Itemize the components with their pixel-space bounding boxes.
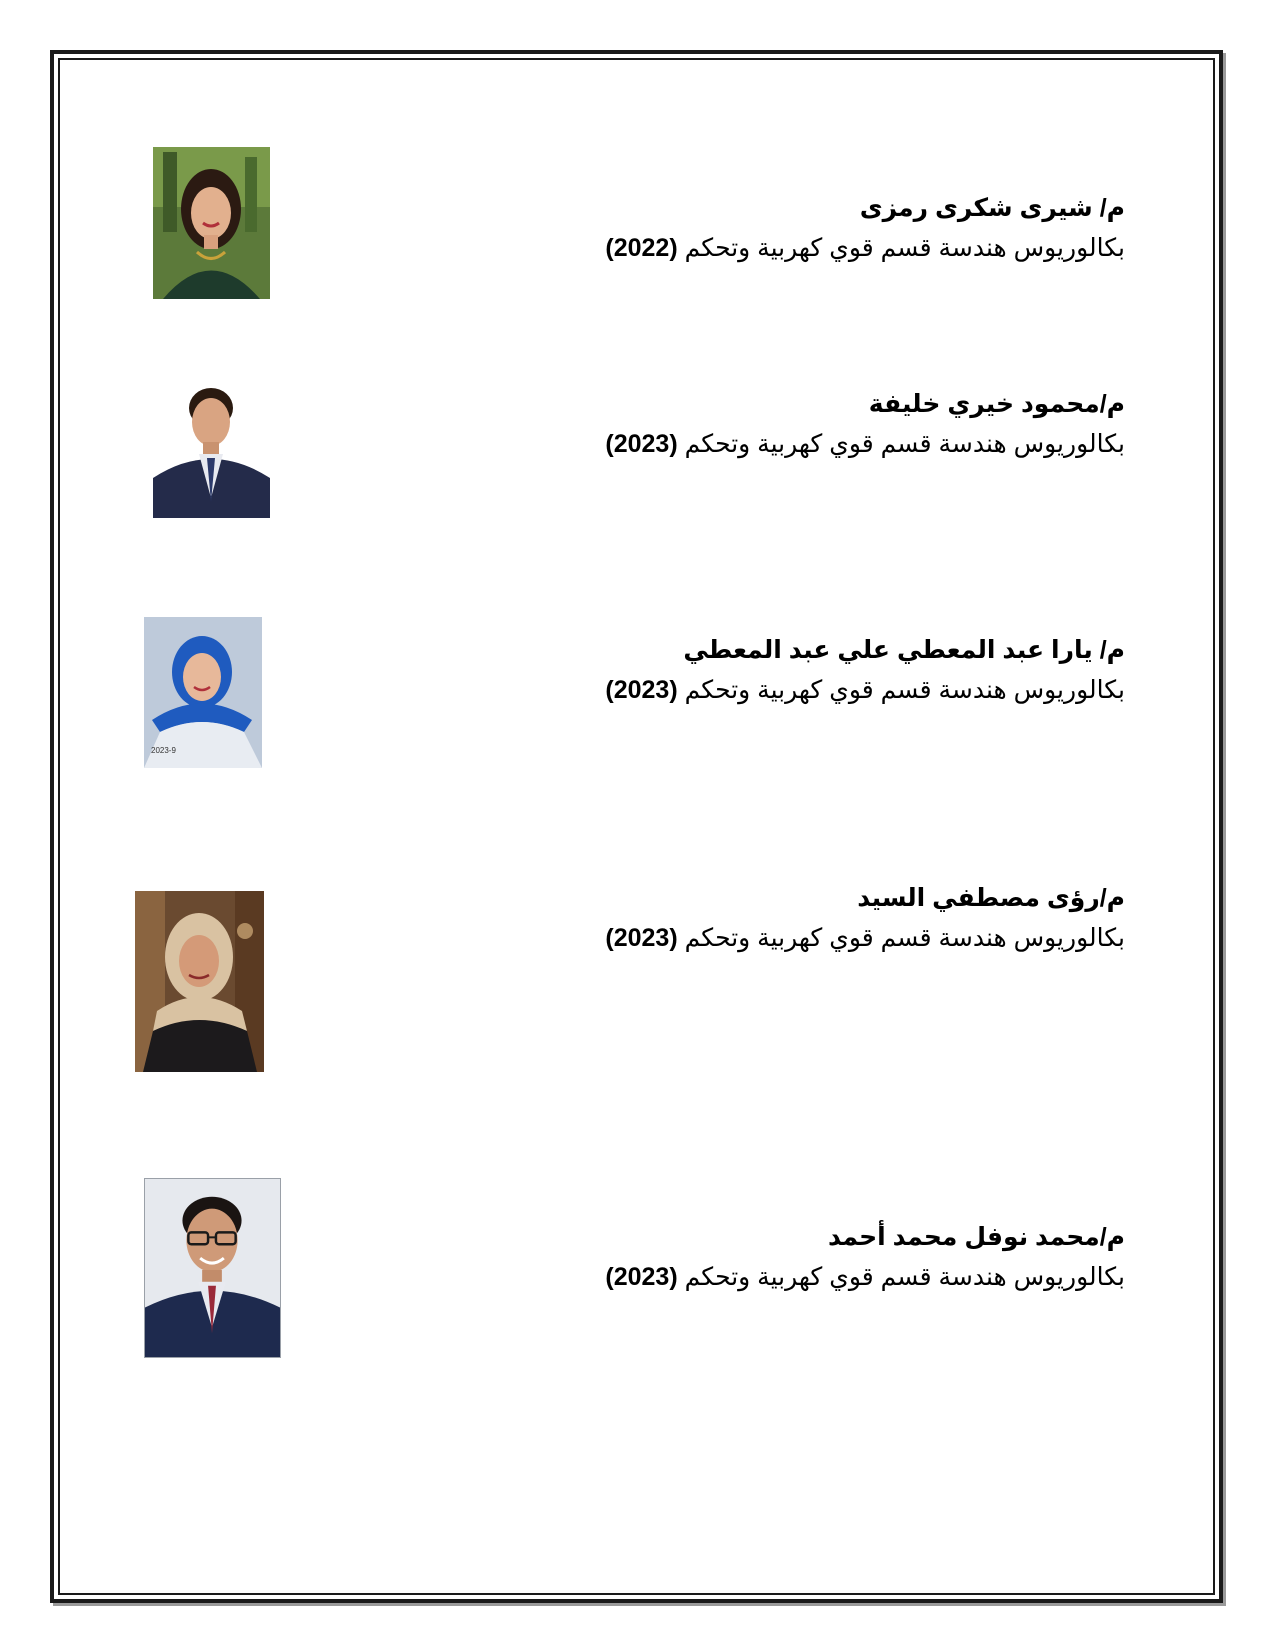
person-degree-line (525, 228, 1125, 268)
person-degree-line (525, 670, 1125, 710)
person-entry (525, 878, 1125, 958)
portrait-photo (135, 891, 264, 1072)
person-degree-line (525, 918, 1125, 958)
graduation-year: (2023) (605, 430, 678, 458)
graduation-year: (2022) (605, 234, 678, 262)
portrait-photo (153, 147, 270, 299)
person-entry (525, 188, 1125, 268)
person-name: م/رؤى مصطفي السيد (857, 884, 1125, 912)
person-entry (525, 384, 1125, 464)
portrait-photo (144, 1178, 281, 1358)
person-entry (525, 630, 1125, 710)
graduation-year: (2023) (605, 1263, 678, 1291)
photo-caption: 2023-9 (151, 746, 176, 755)
degree-text: بكالوريوس هندسة قسم قوي كهربية وتحكم (684, 1263, 1125, 1291)
person-name: م/ شيرى شكرى رمزى (859, 194, 1125, 222)
portrait-photo (153, 378, 270, 518)
person-degree-line (525, 1257, 1125, 1297)
person-name: م/محمد نوفل محمد أحمد (827, 1223, 1125, 1251)
graduation-year: (2023) (605, 676, 678, 704)
person-name: م/محمود خيري خليفة (868, 390, 1125, 418)
graduation-year: (2023) (605, 924, 678, 952)
degree-text: بكالوريوس هندسة قسم قوي كهربية وتحكم (684, 430, 1125, 458)
degree-text: بكالوريوس هندسة قسم قوي كهربية وتحكم (684, 924, 1125, 952)
degree-text: بكالوريوس هندسة قسم قوي كهربية وتحكم (684, 676, 1125, 704)
person-name: م/ يارا عبد المعطي علي عبد المعطي (683, 636, 1125, 664)
person-degree-line (525, 424, 1125, 464)
person-entry (525, 1217, 1125, 1297)
degree-text: بكالوريوس هندسة قسم قوي كهربية وتحكم (684, 234, 1125, 262)
